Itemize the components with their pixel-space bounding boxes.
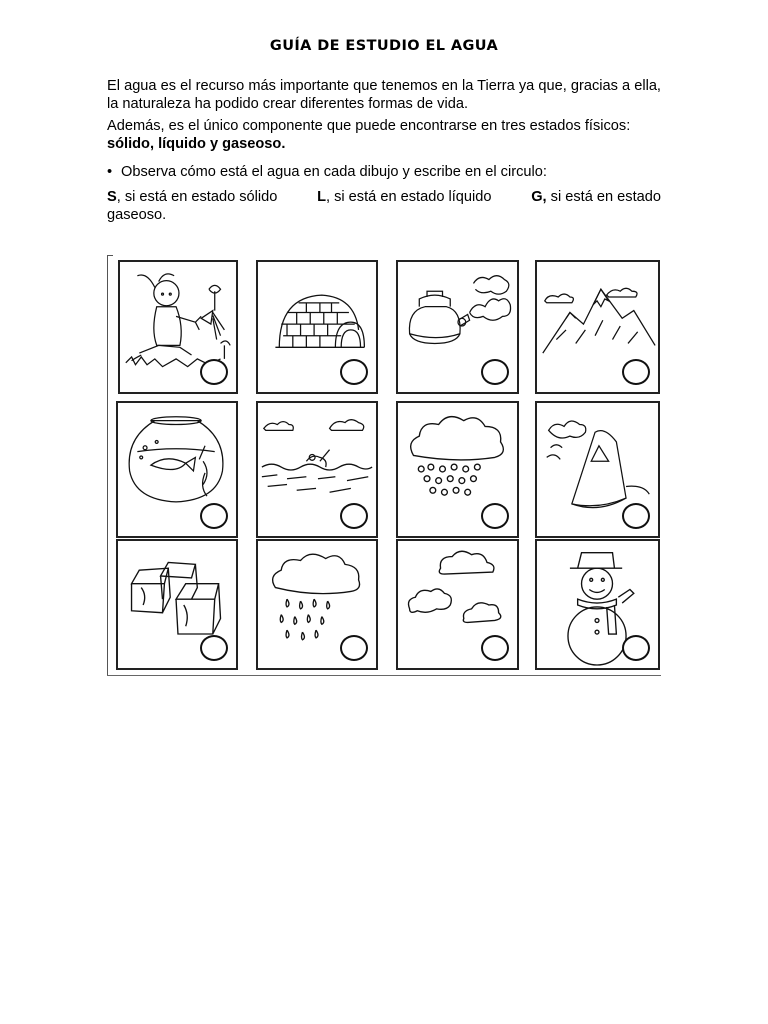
- intro-paragraph: El agua es el recurso más importante que tenemos en la Tierra ya que, gracias a ella, la naturaleza ha podido crear diferentes formas de vida.: [107, 78, 661, 112]
- picture-fishbowl: [116, 401, 238, 538]
- legend-liquid: L, si está en estado líquido: [317, 189, 492, 205]
- picture-swimmer-in-sea: [256, 401, 378, 538]
- answer-circle[interactable]: [340, 359, 368, 385]
- picture-snowy-mountains: [535, 260, 660, 394]
- picture-steam-iron: [535, 401, 660, 538]
- picture-clouds: [396, 539, 519, 670]
- answer-circle[interactable]: [622, 503, 650, 529]
- answer-circle[interactable]: [481, 359, 509, 385]
- answer-circle[interactable]: [481, 503, 509, 529]
- states-bold: sólido, líquido y gaseoso.: [107, 136, 286, 152]
- answer-circle[interactable]: [200, 503, 228, 529]
- answer-circle[interactable]: [481, 635, 509, 661]
- answer-circle[interactable]: [622, 359, 650, 385]
- answer-circle[interactable]: [340, 635, 368, 661]
- picture-cloud-with-hail: [396, 401, 519, 538]
- grid-bottom-border: [107, 675, 661, 676]
- instruction: [107, 163, 547, 181]
- grid-left-border: [107, 255, 108, 676]
- picture-rain-cloud: [256, 539, 378, 670]
- legend: [107, 188, 661, 224]
- legend-solid: S, si está en estado sólido: [107, 189, 278, 205]
- states-paragraph: [107, 117, 661, 153]
- bullet-icon: •: [107, 164, 113, 180]
- page-title: GUÍA DE ESTUDIO EL AGUA: [269, 38, 499, 54]
- legend-gas-cont: gaseoso.: [107, 207, 167, 223]
- answer-circle[interactable]: [622, 635, 650, 661]
- answer-circle[interactable]: [340, 503, 368, 529]
- picture-igloo: [256, 260, 378, 394]
- picture-girl-watering-plants: [118, 260, 238, 394]
- answer-circle[interactable]: [200, 635, 228, 661]
- picture-steaming-kettle: [396, 260, 519, 394]
- answer-circle[interactable]: [200, 359, 228, 385]
- legend-gas: G, si está en estado: [531, 189, 661, 205]
- instruction-text: Observa cómo está el agua en cada dibujo y escribe en el circulo:: [121, 164, 547, 180]
- grid-top-cap: [107, 255, 113, 256]
- picture-ice-cubes: [116, 539, 238, 670]
- picture-snowman: [535, 539, 660, 670]
- picture-grid: [107, 255, 661, 676]
- states-text: Además, es el único componente que puede encontrarse en tres estados físicos:: [107, 118, 631, 134]
